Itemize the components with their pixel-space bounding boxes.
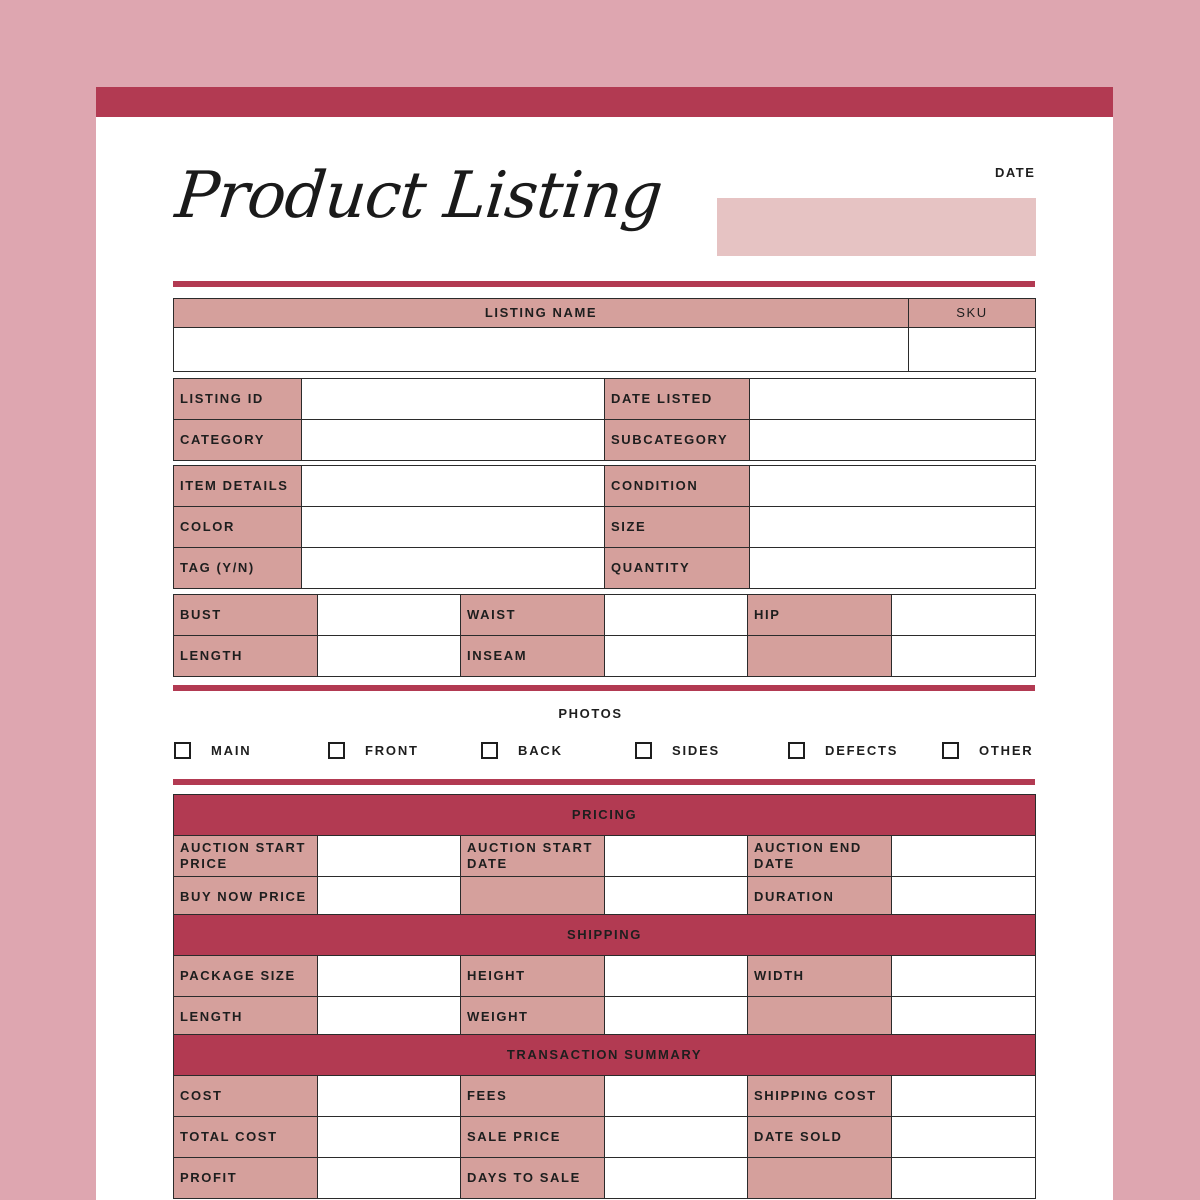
table-row [174, 595, 1036, 636]
duration-label: DURATION [748, 877, 892, 918]
photo-option-label: FRONT [365, 742, 419, 758]
cost-label: COST [174, 1076, 318, 1117]
auction-start-date-field[interactable] [605, 836, 748, 877]
worksheet-page [96, 87, 1113, 1200]
divider [173, 685, 1035, 691]
date-field[interactable] [717, 198, 1036, 256]
size-field[interactable] [750, 507, 1036, 548]
pricing-header: PRICING [174, 795, 1036, 836]
date-listed-label: DATE LISTED [605, 379, 750, 420]
photo-option-label: DEFECTS [825, 742, 899, 758]
table-row [174, 877, 1036, 918]
divider [173, 281, 1035, 287]
table-row [174, 548, 1036, 589]
profit-field[interactable] [318, 1158, 461, 1199]
sku-label: SKU [909, 299, 1036, 328]
bust-label: BUST [174, 595, 318, 636]
shipping-cost-field[interactable] [892, 1076, 1036, 1117]
width-label: WIDTH [748, 956, 892, 997]
weight-field[interactable] [605, 997, 748, 1038]
shipping-table [173, 914, 1036, 1038]
photos-title: PHOTOS [558, 706, 623, 721]
length-label: LENGTH [174, 636, 318, 677]
quantity-field[interactable] [750, 548, 1036, 589]
inseam-label: INSEAM [461, 636, 605, 677]
blank-label [748, 997, 892, 1038]
table-row [174, 1076, 1036, 1117]
checkbox[interactable] [942, 742, 959, 759]
pricing-table [173, 794, 1036, 918]
total-cost-label: TOTAL COST [174, 1117, 318, 1158]
checkbox[interactable] [635, 742, 652, 759]
auction-end-date-field[interactable] [892, 836, 1036, 877]
cost-field[interactable] [318, 1076, 461, 1117]
table-row [174, 466, 1036, 507]
table-row [174, 379, 1036, 420]
tag-field[interactable] [302, 548, 605, 589]
hip-label: HIP [748, 595, 892, 636]
listing-name-label: LISTING NAME [174, 299, 909, 328]
subcategory-label: SUBCATEGORY [605, 420, 750, 461]
blank-label [748, 636, 892, 677]
table-row [174, 636, 1036, 677]
transaction-summary-header: TRANSACTION SUMMARY [174, 1035, 1036, 1076]
length-field[interactable] [318, 997, 461, 1038]
blank-label [461, 877, 605, 918]
waist-label: WAIST [461, 595, 605, 636]
days-to-sale-label: DAYS TO SALE [461, 1158, 605, 1199]
quantity-label: QUANTITY [605, 548, 750, 589]
table-row [174, 420, 1036, 461]
sale-price-label: SALE PRICE [461, 1117, 605, 1158]
item-details-field[interactable] [302, 466, 605, 507]
profit-label: PROFIT [174, 1158, 318, 1199]
listing-name-field[interactable] [174, 328, 909, 372]
height-field[interactable] [605, 956, 748, 997]
table-row [174, 507, 1036, 548]
photo-option-label: OTHER [979, 742, 1034, 758]
listing-name-table [173, 298, 1036, 372]
inseam-field[interactable] [605, 636, 748, 677]
shipping-header: SHIPPING [174, 915, 1036, 956]
table-row [174, 1158, 1036, 1199]
checkbox[interactable] [328, 742, 345, 759]
length-field[interactable] [318, 636, 461, 677]
condition-field[interactable] [750, 466, 1036, 507]
photo-option-other[interactable] [942, 739, 1034, 761]
color-label: COLOR [174, 507, 302, 548]
category-field[interactable] [302, 420, 605, 461]
sale-price-field[interactable] [605, 1117, 748, 1158]
blank-field[interactable] [892, 636, 1036, 677]
width-field[interactable] [892, 956, 1036, 997]
shipping-cost-label: SHIPPING COST [748, 1076, 892, 1117]
checkbox[interactable] [481, 742, 498, 759]
blank-label [748, 1158, 892, 1199]
transaction-summary-table [173, 1034, 1036, 1199]
photo-option-sides[interactable] [635, 739, 720, 761]
date-listed-field[interactable] [750, 379, 1036, 420]
listing-ids-table [173, 378, 1036, 461]
length-label: LENGTH [174, 997, 318, 1038]
days-to-sale-field[interactable] [605, 1158, 748, 1199]
auction-start-date-label: AUCTION START DATE [461, 836, 605, 877]
date-sold-field[interactable] [892, 1117, 1036, 1158]
package-size-label: PACKAGE SIZE [174, 956, 318, 997]
hip-field[interactable] [892, 595, 1036, 636]
height-label: HEIGHT [461, 956, 605, 997]
checkbox[interactable] [174, 742, 191, 759]
tag-label: TAG (Y/N) [174, 548, 302, 589]
photo-option-label: SIDES [672, 742, 721, 758]
category-label: CATEGORY [174, 420, 302, 461]
blank-field[interactable] [605, 877, 748, 918]
total-cost-field[interactable] [318, 1117, 461, 1158]
auction-start-price-label: AUCTION START PRICE [174, 836, 318, 877]
table-row [174, 836, 1036, 877]
checkbox[interactable] [788, 742, 805, 759]
auction-start-price-field[interactable] [318, 836, 461, 877]
item-details-table [173, 465, 1036, 589]
auction-end-date-label: AUCTION END DATE [748, 836, 892, 877]
date-label: DATE [995, 165, 1036, 180]
subcategory-field[interactable] [750, 420, 1036, 461]
color-field[interactable] [302, 507, 605, 548]
waist-field[interactable] [605, 595, 748, 636]
page-title: Product Listing [172, 159, 666, 233]
date-sold-label: DATE SOLD [748, 1117, 892, 1158]
photo-option-label: BACK [518, 742, 563, 758]
duration-field[interactable] [892, 877, 1036, 918]
table-row [174, 997, 1036, 1038]
condition-label: CONDITION [605, 466, 750, 507]
size-label: SIZE [605, 507, 750, 548]
fees-label: FEES [461, 1076, 605, 1117]
fees-field[interactable] [605, 1076, 748, 1117]
photo-option-front[interactable] [328, 739, 419, 761]
table-row [174, 956, 1036, 997]
blank-field[interactable] [892, 1158, 1036, 1199]
buy-now-price-label: BUY NOW PRICE [174, 877, 318, 918]
listing-id-label: LISTING ID [174, 379, 302, 420]
listing-id-field[interactable] [302, 379, 605, 420]
top-accent-bar [96, 87, 1113, 117]
photo-option-defects[interactable] [788, 739, 898, 761]
photo-option-main[interactable] [174, 739, 251, 761]
photo-option-back[interactable] [481, 739, 563, 761]
blank-field[interactable] [892, 997, 1036, 1038]
photo-option-label: MAIN [211, 742, 252, 758]
table-row [174, 1117, 1036, 1158]
sku-field[interactable] [909, 328, 1036, 372]
divider [173, 779, 1035, 785]
measurements-table [173, 594, 1036, 677]
bust-field[interactable] [318, 595, 461, 636]
item-details-label: ITEM DETAILS [174, 466, 302, 507]
buy-now-price-field[interactable] [318, 877, 461, 918]
package-size-field[interactable] [318, 956, 461, 997]
weight-label: WEIGHT [461, 997, 605, 1038]
